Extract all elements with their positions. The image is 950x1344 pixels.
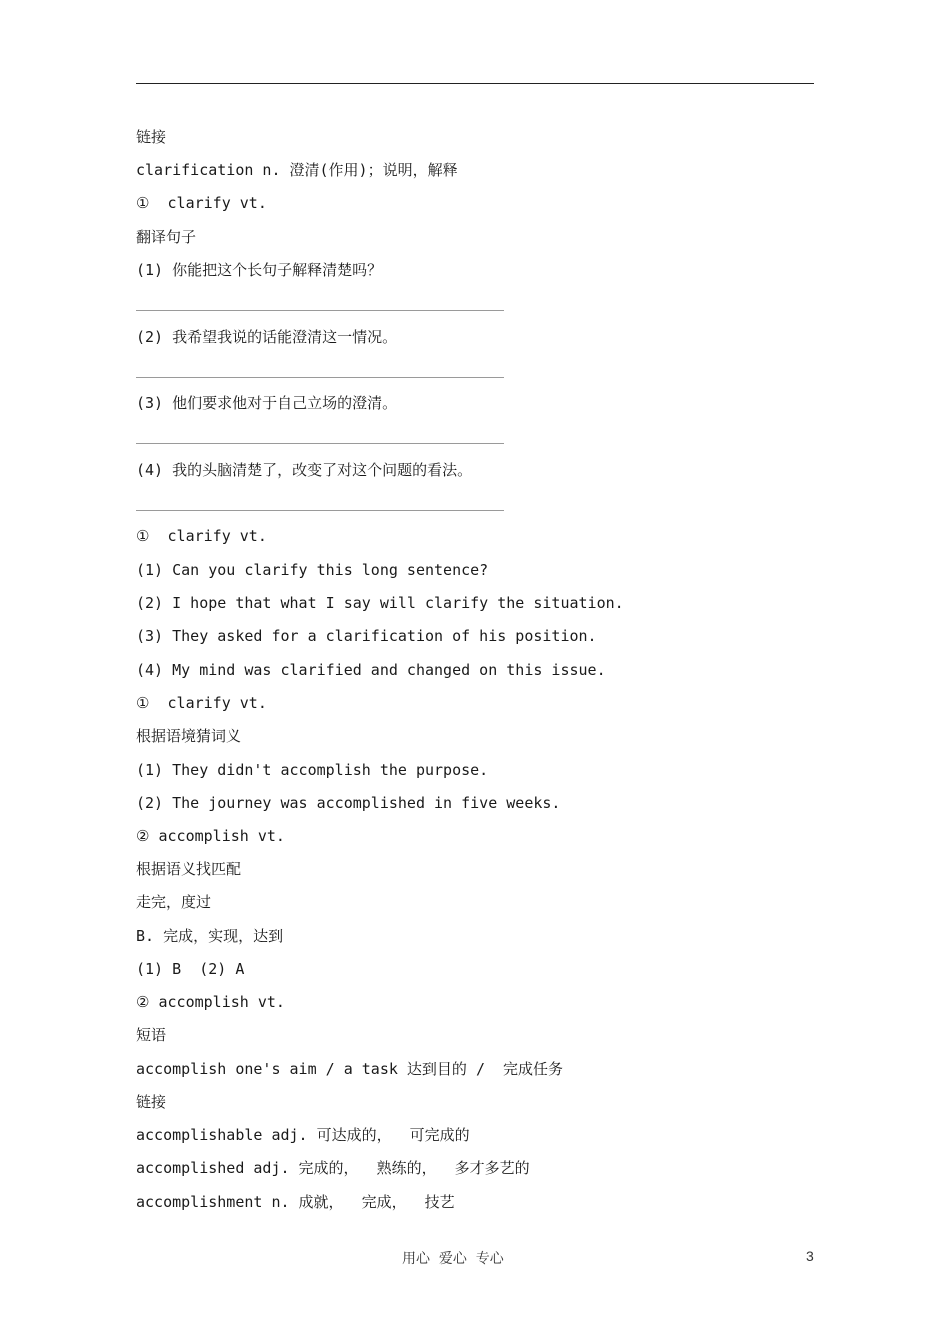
footer-slogan: 用心 爱心 专心	[402, 1251, 504, 1267]
exercise-item: (2) The journey was accomplished in five weeks.	[136, 794, 561, 812]
answer-line: (1) B (2) A	[136, 960, 245, 978]
text-line: accomplishable adj. 可达成的， 可完成的	[136, 1126, 470, 1144]
answer-blank-line[interactable]	[136, 443, 504, 444]
text-line: accomplishment n. 成就， 完成， 技艺	[136, 1193, 455, 1211]
text-line: accomplish one's aim / a task 达到目的 / 完成任务	[136, 1060, 564, 1078]
exercise-item: (3) 他们要求他对于自己立场的澄清。	[136, 394, 398, 412]
text-line: clarification n. 澄清(作用)；说明，解释	[136, 161, 458, 179]
section-heading: 根据语境猜词义	[136, 727, 242, 745]
answer-blank-line[interactable]	[136, 510, 504, 511]
answer-line: (4) My mind was clarified and changed on this issue.	[136, 661, 606, 679]
answer-blank-line[interactable]	[136, 310, 504, 311]
section-heading: 翻译句子	[136, 228, 197, 246]
text-line: ① clarify vt.	[136, 527, 267, 545]
section-heading: 根据语义找匹配	[136, 860, 242, 878]
exercise-item: (1) They didn't accomplish the purpose.	[136, 761, 489, 779]
exercise-item: (1) 你能把这个长句子解释清楚吗？	[136, 261, 383, 279]
header-rule	[136, 83, 814, 84]
section-heading: 短语	[136, 1026, 167, 1044]
text-line: ① clarify vt.	[136, 694, 267, 712]
answer-line: (1) Can you clarify this long sentence?	[136, 561, 489, 579]
text-line: ② accomplish vt.	[136, 993, 285, 1011]
text-line: B. 完成，实现，达到	[136, 927, 284, 945]
text-line: ② accomplish vt.	[136, 827, 285, 845]
exercise-item: (2) 我希望我说的话能澄清这一情况。	[136, 328, 398, 346]
answer-line: (3) They asked for a clarification of his position.	[136, 627, 597, 645]
text-line: accomplished adj. 完成的， 熟练的， 多才多艺的	[136, 1159, 530, 1177]
section-heading: 链接	[136, 128, 167, 146]
answer-blank-line[interactable]	[136, 377, 504, 378]
text-line: 走完，度过	[136, 893, 212, 911]
text-line: ① clarify vt.	[136, 194, 267, 212]
answer-line: (2) I hope that what I say will clarify the situation.	[136, 594, 624, 612]
page-number: 3	[806, 1248, 814, 1264]
section-heading: 链接	[136, 1093, 167, 1111]
exercise-item: (4) 我的头脑清楚了，改变了对这个问题的看法。	[136, 461, 473, 479]
